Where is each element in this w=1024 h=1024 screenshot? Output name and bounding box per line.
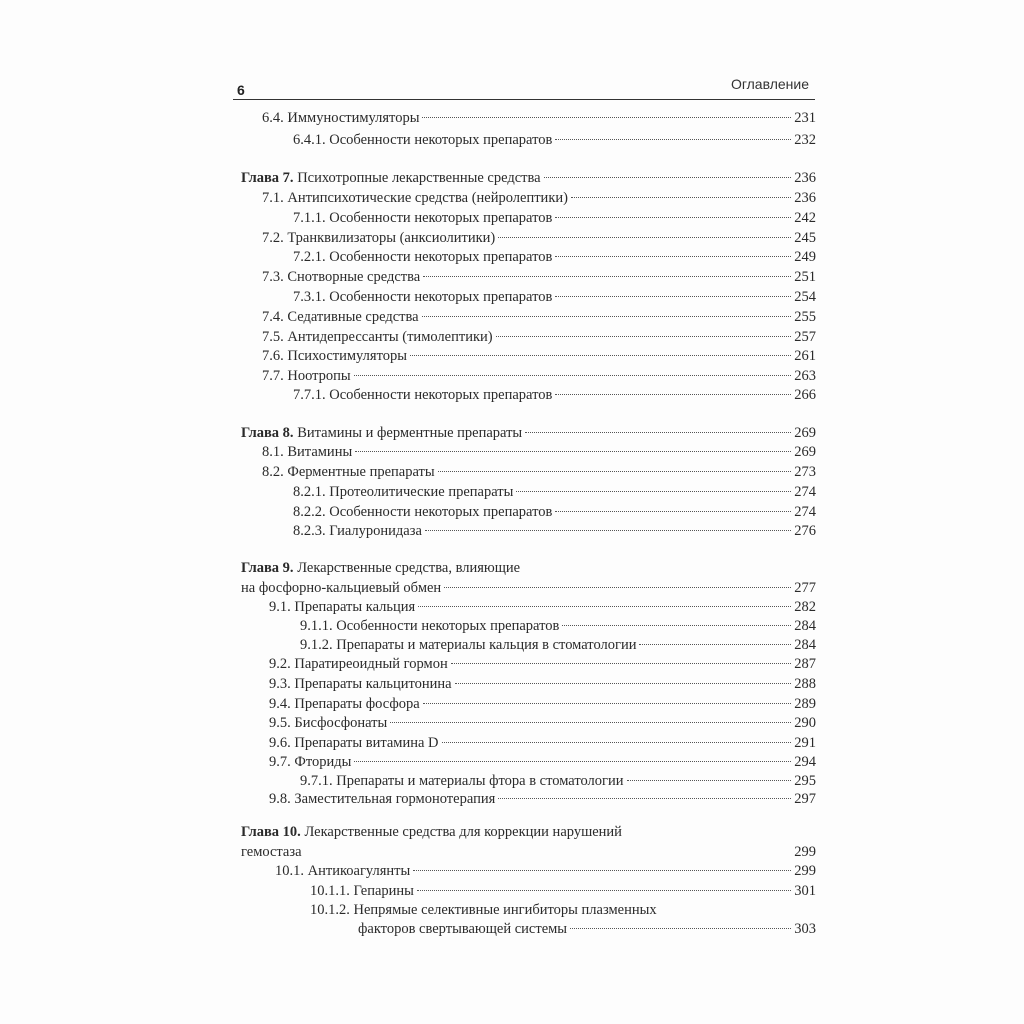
toc-entry: 7.4. Седативные средства 255 [262, 309, 816, 325]
toc-chapter: гемостаза 299 [241, 844, 816, 860]
toc-entry: 9.7.1. Препараты и материалы фтора в стоматологии 295 [300, 773, 816, 789]
toc-entry: 9.6. Препараты витамина D 291 [269, 735, 816, 751]
toc-entry: 9.7. Фториды 294 [269, 754, 816, 770]
toc-chapter: Глава 7. Психотропные лекарственные средства 236 [241, 170, 816, 186]
toc-entry: 9.1. Препараты кальция 282 [269, 599, 816, 615]
toc-entry: 7.3.1. Особенности некоторых препаратов 254 [293, 289, 816, 305]
toc-chapter-title: Глава 9. Лекарственные средства, влияющие [241, 560, 521, 576]
toc-entry: 9.1.2. Препараты и материалы кальция в стоматологии 284 [300, 637, 816, 653]
toc-entry: факторов свертывающей системы 303 [358, 921, 816, 937]
toc-chapter-title: Глава 10. Лекарственные средства для коррекции нарушений [241, 824, 622, 840]
toc-entry: 7.1. Антипсихотические средства (нейролептики) 236 [262, 190, 816, 206]
toc-entry: 7.2.1. Особенности некоторых препаратов 249 [293, 249, 816, 265]
toc-entry: 7.1.1. Особенности некоторых препаратов 242 [293, 210, 816, 226]
toc-entry: 10.1.1. Гепарины 301 [310, 883, 816, 899]
toc-entry: 6.4. Иммуностимуляторы 231 [262, 110, 816, 126]
toc-entry: 9.5. Бисфосфонаты 290 [269, 715, 816, 731]
toc-entry: 7.7. Ноотропы 263 [262, 368, 816, 384]
toc-chapter: на фосфорно-кальциевый обмен 277 [241, 580, 816, 596]
toc-entry: 9.1.1. Особенности некоторых препаратов 284 [300, 618, 816, 634]
toc-entry-title: 10.1.2. Непрямые селективные ингибиторы плазменных [310, 902, 657, 918]
running-head: Оглавление [730, 76, 809, 92]
toc-entry: 9.3. Препараты кальцитонина 288 [269, 676, 816, 692]
toc-entry: 10.1. Антикоагулянты 299 [275, 863, 816, 879]
toc-entry: 8.2. Ферментные препараты 273 [262, 464, 816, 480]
toc-entry: 9.4. Препараты фосфора 289 [269, 696, 816, 712]
toc-entry: 7.2. Транквилизаторы (анксиолитики) 245 [262, 230, 816, 246]
page-number: 6 [237, 82, 245, 98]
toc-entry: 7.5. Антидепрессанты (тимолептики) 257 [262, 329, 816, 345]
toc-entry: 7.3. Снотворные средства 251 [262, 269, 816, 285]
toc-entry: 8.2.2. Особенности некоторых препаратов 274 [293, 504, 816, 520]
toc-entry: 9.8. Заместительная гормонотерапия 297 [269, 791, 816, 807]
toc-entry: 7.6. Психостимуляторы 261 [262, 348, 816, 364]
toc-entry: 8.2.1. Протеолитические препараты 274 [293, 484, 816, 500]
toc-entry: 9.2. Паратиреоидный гормон 287 [269, 656, 816, 672]
toc-entry: 8.2.3. Гиалуронидаза 276 [293, 523, 816, 539]
toc-chapter: Глава 8. Витамины и ферментные препараты 269 [241, 425, 816, 441]
toc-entry: 8.1. Витамины 269 [262, 444, 816, 460]
toc-entry: 6.4.1. Особенности некоторых препаратов 232 [293, 132, 816, 148]
toc-entry: 7.7.1. Особенности некоторых препаратов 266 [293, 387, 816, 403]
